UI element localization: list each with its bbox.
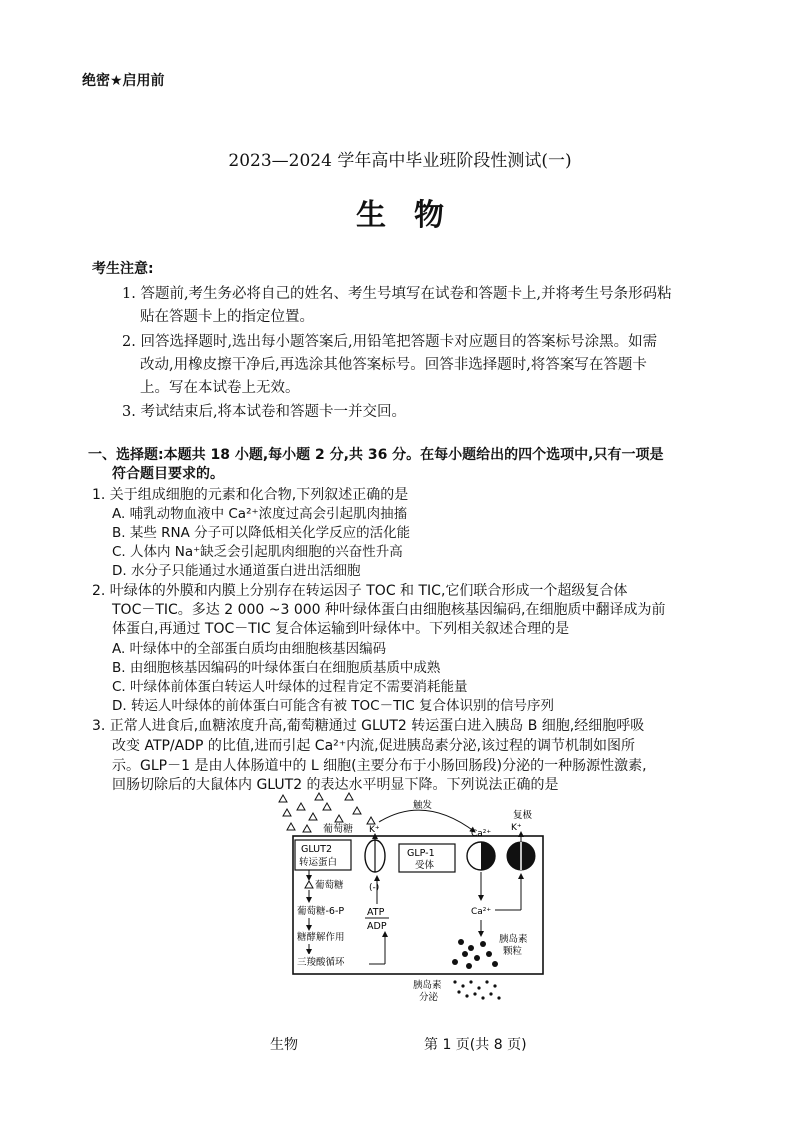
k-plus-2-label: K⁺ [511,823,522,833]
question-stem-cont: 体蛋白,再通过 TOC－TIC 复合体运输到叶绿体中。下列相关叙述合理的是 [112,621,570,637]
glut2-label: GLUT2 [301,844,332,855]
footer-subject: 生物 [270,1037,298,1053]
secretion-label: 胰岛素 [413,980,442,991]
option-b: B. 某些 RNA 分子可以降低相关化学反应的活化能 [112,525,411,541]
question-stem-cont: 改变 ATP/ADP 的比值,进而引起 Ca²⁺内流,促进胰岛素分泌,该过程的调节机制如图所 [112,738,636,754]
transport-protein-label: 转运蛋白 [299,857,338,868]
ca-channel-label: Ca²⁺ [471,829,492,839]
question-stem: 3. 正常人进食后,血糖浓度升高,葡萄糖通过 GLUT2 转运蛋白进入胰岛 B 细胞,经细胞呼吸 [92,718,645,734]
inhibit-label: (-) [369,883,380,893]
glucose-outside-label: 葡萄糖 [323,824,353,835]
glycolysis-label: 糖酵解作用 [297,932,345,943]
option-c: C. 叶绿体前体蛋白转运人叶绿体的过程肯定不需要消耗能量 [112,679,468,695]
option-b: B. 由细胞核基因编码的叶绿体蛋白在细胞质基质中成熟 [112,660,441,676]
notice-item: 1. 答题前,考生务必将自己的姓名、考生号填写在试卷和答题卡上,并将考生号条形码粘 [122,286,672,302]
granules-label: 胰岛素 [499,934,528,945]
exam-title: 2023—2024 学年高中毕业班阶段性测试(一) [228,151,572,171]
option-d: D. 水分子只能通过水通道蛋白进出活细胞 [112,563,361,579]
secretion-label-2: 分泌 [419,992,439,1003]
granules-label-2: 颗粒 [503,946,523,957]
secreted-insulin-icon [453,980,500,999]
adp-label: ADP [367,921,387,932]
potassium-channel-icon [507,842,535,870]
option-d: D. 转运人叶绿体的前体蛋白可能含有被 TOC－TIC 复合体识别的信号序列 [112,698,555,714]
glucose-inside-label: 葡萄糖 [315,880,344,891]
confidential-mark: 绝密★启用前 [82,73,165,89]
g6p-label: 葡萄糖-6-P [297,906,345,917]
question-stem: 2. 叶绿体的外膜和内膜上分别存在转运因子 TOC 和 TIC,它们联合形成一个超级复合体 [92,583,628,599]
notice-item: 贴在答题卡上的指定位置。 [140,309,314,325]
notice-item: 2. 回答选择题时,选出每小题答案后,用铅笔把答题卡对应题目的答案标号涂黑。如需 [122,334,658,350]
notice-item: 上。写在本试卷上无效。 [140,380,300,396]
insulin-secretion-diagram [275,792,575,1032]
atp-label: ATP [367,907,385,918]
question-stem-cont: TOC－TIC。多达 2 000 ~3 000 种叶绿体蛋白由细胞核基因编码,在细胞质中翻译成为前 [112,602,666,618]
notice-item: 3. 考试结束后,将本试卷和答题卡一并交回。 [122,404,407,420]
notice-item: 改动,用橡皮擦干净后,再选涂其他答案标号。回答非选择题时,将答案写在答题卡 [140,357,647,373]
option-a: A. 哺乳动物血液中 Ca²⁺浓度过高会引起肌肉抽搐 [112,506,408,522]
question-stem-cont: 示。GLP－1 是由人体肠道中的 L 细胞(主要分布于小肠回肠段)分泌的一种肠源性激素, [112,758,647,774]
subject-title: 生物 [356,198,472,233]
option-c: C. 人体内 Na⁺缺乏会引起肌肉细胞的兴奋性升高 [112,544,403,560]
question-stem-cont: 回肠切除后的大鼠体内 GLUT2 的表达水平明显下降。下列说法正确的是 [112,777,559,793]
footer-page-number: 第 1 页(共 8 页) [424,1037,527,1053]
option-a: A. 叶绿体中的全部蛋白质均由细胞核基因编码 [112,641,387,657]
receptor-label: 受体 [415,860,435,871]
calcium-channel-icon [467,842,495,870]
ca-in-label: Ca²⁺ [471,907,492,917]
repolarize-label: 复极 [513,810,533,821]
section-heading: 一、选择题:本题共 18 小题,每小题 2 分,共 36 分。在每小题给出的四个选项中,只有一项是 [88,447,664,463]
trigger-label: 触发 [413,800,433,811]
glp1-label: GLP-1 [407,848,435,859]
notice-heading: 考生注意: [92,261,154,277]
insulin-granules-icon [452,939,498,969]
section-heading-cont: 符合题目要求的。 [112,466,224,482]
tca-label: 三羧酸循环 [297,957,345,968]
question-stem: 1. 关于组成细胞的元素和化合物,下列叙述正确的是 [92,487,409,503]
k-plus-label: K⁺ [369,825,380,835]
